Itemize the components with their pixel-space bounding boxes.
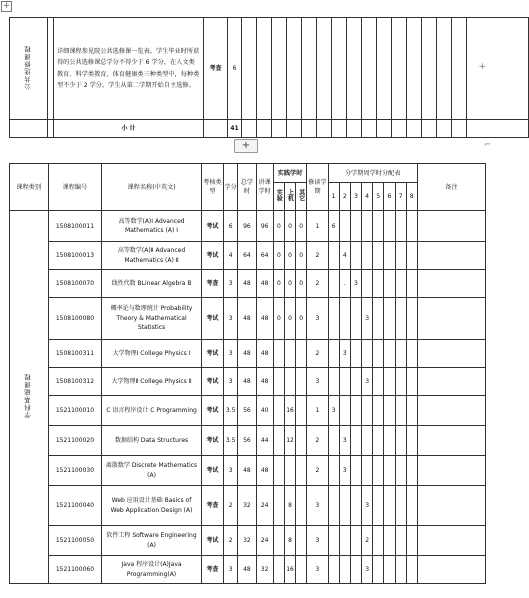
semester-6 — [384, 456, 395, 486]
course-code: 1521100020 — [48, 426, 102, 456]
semester-2 — [339, 368, 350, 396]
semester-6 — [384, 340, 395, 368]
semester-1 — [328, 486, 339, 526]
practice-exp: 0 — [273, 242, 284, 270]
exam-type: 考试 — [201, 456, 223, 486]
semester-4 — [362, 456, 373, 486]
exam-type-cell: 考查 — [204, 18, 228, 120]
practice-other — [296, 526, 307, 556]
remarks-cell — [417, 270, 485, 298]
semester-3 — [350, 426, 361, 456]
subtotal-value: 41 — [228, 120, 242, 138]
remarks-cell — [417, 486, 485, 526]
total-hours: 56 — [238, 426, 256, 456]
semester-3 — [350, 368, 361, 396]
table-row — [10, 368, 486, 396]
practice-exp — [273, 526, 284, 556]
header-semester-5: 5 — [373, 183, 384, 211]
course-code: 1521100060 — [48, 556, 102, 584]
practice-comp: 8 — [284, 486, 295, 526]
practice-other — [296, 368, 307, 396]
add-row-button[interactable]: + — [234, 139, 258, 153]
semester-8 — [406, 242, 417, 270]
semester-5 — [373, 211, 384, 242]
semester-4: 3 — [362, 486, 373, 526]
header-practice-comp: 上机 — [284, 183, 295, 211]
credits: 4 — [224, 242, 238, 270]
table-row — [10, 526, 486, 556]
course-code: 1508100013 — [48, 242, 102, 270]
semester-5 — [373, 486, 384, 526]
semester-7 — [395, 486, 406, 526]
semester-6 — [384, 270, 395, 298]
credits: 3 — [224, 298, 238, 340]
credits: 2 — [224, 486, 238, 526]
semester-8 — [406, 486, 417, 526]
semester-7 — [395, 242, 406, 270]
header-semester-4: 4 — [362, 183, 373, 211]
total-hours: 32 — [238, 486, 256, 526]
semester-3 — [350, 556, 361, 584]
term: 2 — [307, 340, 328, 368]
practice-exp — [273, 396, 284, 426]
column-resize-handle-icon[interactable]: + — [478, 62, 486, 72]
practice-other: 0 — [296, 298, 307, 340]
course-code: 1521100030 — [48, 456, 102, 486]
exam-type: 考查 — [201, 556, 223, 584]
practice-comp: 0 — [284, 211, 295, 242]
practice-exp — [273, 368, 284, 396]
term: 2 — [307, 270, 328, 298]
semester-4: 3 — [362, 368, 373, 396]
semester-2 — [339, 396, 350, 426]
practice-exp — [273, 456, 284, 486]
practice-comp: 0 — [284, 298, 295, 340]
practice-exp — [273, 486, 284, 526]
table-row — [10, 298, 486, 340]
credits: 3 — [224, 456, 238, 486]
semester-6 — [384, 426, 395, 456]
semester-2 — [339, 211, 350, 242]
course-code: 1508100080 — [48, 298, 102, 340]
elective-note: 详细课程参见院公共选修课一览表。学生毕业时所获得的公共选修课总学分不得少于 6 学分，在人文类教育、科学类教育、体育健康类三种类型中，每种类型不少于 2 学分。学生从第二学期开始自主选修。 — [54, 18, 204, 120]
semester-7 — [395, 340, 406, 368]
semester-2: 3 — [339, 456, 350, 486]
semester-3: 3 — [350, 270, 361, 298]
semester-1 — [328, 340, 339, 368]
practice-other — [296, 556, 307, 584]
semester-6 — [384, 526, 395, 556]
semester-5 — [373, 270, 384, 298]
term: 1 — [307, 211, 328, 242]
semester-3 — [350, 242, 361, 270]
total-hours: 48 — [238, 270, 256, 298]
remarks-cell — [417, 396, 485, 426]
credits-cell: 6 — [228, 18, 242, 120]
remarks-cell — [417, 340, 485, 368]
header-semester-8: 8 — [406, 183, 417, 211]
remarks-cell — [417, 526, 485, 556]
semester-2 — [339, 486, 350, 526]
remarks-cell — [417, 211, 485, 242]
course-code: 1508100011 — [48, 211, 102, 242]
semester-8 — [406, 211, 417, 242]
table-row — [10, 211, 486, 242]
semester-7 — [395, 396, 406, 426]
exam-type: 考查 — [201, 486, 223, 526]
semester-6 — [384, 242, 395, 270]
semester-5 — [373, 340, 384, 368]
exam-type: 考试 — [201, 426, 223, 456]
semester-6 — [384, 211, 395, 242]
semester-1 — [328, 456, 339, 486]
term: 2 — [307, 456, 328, 486]
credits: 2 — [224, 526, 238, 556]
subtotal-row — [10, 120, 529, 138]
course-code: 1508100070 — [48, 270, 102, 298]
course-code: 1521100040 — [48, 486, 102, 526]
remarks-cell — [417, 426, 485, 456]
course-name: 概率论与数理统计 Probability Theory & Mathematical Statistics — [102, 298, 201, 340]
semester-2 — [339, 556, 350, 584]
practice-exp: 0 — [273, 298, 284, 340]
semester-4: 3 — [362, 298, 373, 340]
semester-1 — [328, 526, 339, 556]
credits: 3 — [224, 340, 238, 368]
lecture-hours: 32 — [256, 556, 273, 584]
semester-4 — [362, 242, 373, 270]
practice-comp: 0 — [284, 270, 295, 298]
semester-7 — [395, 426, 406, 456]
semester-8 — [406, 368, 417, 396]
header-practice-other: 其它 — [296, 183, 307, 211]
total-hours: 48 — [238, 298, 256, 340]
course-name: Java 程序设计(A)Java Programming(A) — [102, 556, 201, 584]
exam-type: 考试 — [201, 368, 223, 396]
elective-courses-table — [9, 17, 529, 138]
total-hours: 48 — [238, 456, 256, 486]
semester-6 — [384, 368, 395, 396]
practice-other — [296, 396, 307, 426]
practice-exp — [273, 426, 284, 456]
practice-comp — [284, 368, 295, 396]
category-label: 公共选修课程 — [24, 44, 32, 90]
practice-other — [296, 426, 307, 456]
practice-other: 0 — [296, 242, 307, 270]
exam-type: 考试 — [201, 526, 223, 556]
lecture-hours: 24 — [256, 526, 273, 556]
remarks-cell — [417, 556, 485, 584]
semester-6 — [384, 556, 395, 584]
semester-1 — [328, 426, 339, 456]
total-hours: 96 — [238, 211, 256, 242]
practice-exp: 0 — [273, 211, 284, 242]
practice-comp: 16 — [284, 396, 295, 426]
semester-7 — [395, 526, 406, 556]
semester-6 — [384, 298, 395, 340]
total-hours: 48 — [238, 556, 256, 584]
semester-4: 2 — [362, 526, 373, 556]
total-hours: 56 — [238, 396, 256, 426]
semester-5 — [373, 368, 384, 396]
elective-row — [10, 18, 529, 120]
total-hours: 48 — [238, 368, 256, 396]
course-name: 大学物理Ⅱ College Physics Ⅱ — [102, 368, 201, 396]
subtotal-label: 小 计 — [54, 120, 204, 138]
semester-1 — [328, 556, 339, 584]
table-row — [10, 340, 486, 368]
semester-7 — [395, 211, 406, 242]
header-remarks: 备注 — [417, 164, 485, 211]
lecture-hours: 48 — [256, 456, 273, 486]
practice-other — [296, 456, 307, 486]
term: 3 — [307, 368, 328, 396]
semester-2 — [339, 526, 350, 556]
semester-3 — [350, 486, 361, 526]
lecture-hours: 24 — [256, 486, 273, 526]
semester-3 — [350, 298, 361, 340]
lecture-hours: 48 — [256, 270, 273, 298]
course-plan-table — [9, 163, 486, 584]
remarks-cell — [417, 298, 485, 340]
semester-3 — [350, 456, 361, 486]
table-row — [10, 396, 486, 426]
course-name: 高等数学(A)Ⅱ Advanced Mathematics (A) Ⅱ — [102, 242, 201, 270]
semester-4: 3 — [362, 556, 373, 584]
course-code: 1521100050 — [48, 526, 102, 556]
course-name: 高等数学(A)Ⅰ Advanced Mathematics (A) Ⅰ — [102, 211, 201, 242]
course-name: 软件工程 Software Engineering (A) — [102, 526, 201, 556]
credits: 3 — [224, 368, 238, 396]
course-code: 1521100010 — [48, 396, 102, 426]
practice-exp: 0 — [273, 270, 284, 298]
term: 3 — [307, 526, 328, 556]
semester-5 — [373, 242, 384, 270]
header-term: 修读学期 — [307, 164, 328, 211]
exam-type: 考试 — [201, 340, 223, 368]
semester-2: . — [339, 270, 350, 298]
category-cell — [10, 18, 48, 120]
category-label: 学科基础课程 — [24, 373, 33, 418]
resize-corner-icon[interactable]: ⌐ — [484, 140, 491, 149]
course-name: C 语言程序设计 C Programming — [102, 396, 201, 426]
semester-3 — [350, 396, 361, 426]
semester-8 — [406, 270, 417, 298]
total-hours: 64 — [238, 242, 256, 270]
semester-2: 4 — [339, 242, 350, 270]
semester-5 — [373, 298, 384, 340]
practice-other: 0 — [296, 270, 307, 298]
header-semester-3: 3 — [350, 183, 361, 211]
table-row — [10, 456, 486, 486]
practice-exp — [273, 556, 284, 584]
table-row — [10, 486, 486, 526]
header-exam-type: 考核类型 — [201, 164, 223, 211]
exam-type: 考查 — [201, 270, 223, 298]
header-semester-7: 7 — [395, 183, 406, 211]
credits: 3.5 — [224, 426, 238, 456]
header-semester-2: 2 — [339, 183, 350, 211]
lecture-hours: 96 — [256, 211, 273, 242]
semester-8 — [406, 526, 417, 556]
semester-5 — [373, 426, 384, 456]
term: 2 — [307, 426, 328, 456]
move-handle-icon[interactable]: + — [2, 1, 11, 11]
semester-3 — [350, 526, 361, 556]
semester-8 — [406, 340, 417, 368]
semester-5 — [373, 556, 384, 584]
remarks-cell — [417, 242, 485, 270]
semester-8 — [406, 556, 417, 584]
practice-comp — [284, 340, 295, 368]
lecture-hours: 48 — [256, 340, 273, 368]
lecture-hours: 64 — [256, 242, 273, 270]
semester-6 — [384, 486, 395, 526]
practice-other: 0 — [296, 211, 307, 242]
course-name: Web 应用设计基础 Basics of Web Application Design (A) — [102, 486, 201, 526]
term: 2 — [307, 242, 328, 270]
course-code: 1508100312 — [48, 368, 102, 396]
semester-7 — [395, 456, 406, 486]
total-hours: 48 — [238, 340, 256, 368]
semester-4 — [362, 211, 373, 242]
credits: 3 — [224, 270, 238, 298]
semester-7 — [395, 298, 406, 340]
course-code: 1508100311 — [48, 340, 102, 368]
semester-8 — [406, 396, 417, 426]
semester-6 — [384, 396, 395, 426]
practice-comp: 12 — [284, 426, 295, 456]
exam-type: 考试 — [201, 211, 223, 242]
term: 3 — [307, 556, 328, 584]
lecture-hours: 44 — [256, 426, 273, 456]
semester-4 — [362, 426, 373, 456]
table-row — [10, 242, 486, 270]
semester-3 — [350, 211, 361, 242]
semester-3 — [350, 340, 361, 368]
term: 3 — [307, 298, 328, 340]
table-row — [10, 556, 486, 584]
practice-comp — [284, 456, 295, 486]
practice-comp: 0 — [284, 242, 295, 270]
table-row — [10, 270, 486, 298]
course-name: 线性代数 BLinear Algebra B — [102, 270, 201, 298]
lecture-hours: 48 — [256, 298, 273, 340]
course-name: 离散数学 Discrete Mathematics (A) — [102, 456, 201, 486]
term: 3 — [307, 486, 328, 526]
header-semester-1: 1 — [328, 183, 339, 211]
semester-2: 3 — [339, 426, 350, 456]
header-category: 课程类别 — [10, 164, 49, 211]
semester-2 — [339, 298, 350, 340]
header-lecture-hours: 讲课学时 — [256, 164, 273, 211]
semester-5 — [373, 396, 384, 426]
header-row-1 — [10, 164, 486, 183]
semester-5 — [373, 526, 384, 556]
practice-comp: 16 — [284, 556, 295, 584]
semester-1 — [328, 270, 339, 298]
lecture-hours: 48 — [256, 368, 273, 396]
semester-4 — [362, 270, 373, 298]
practice-exp — [273, 340, 284, 368]
header-credits: 学分 — [224, 164, 238, 211]
total-hours: 32 — [238, 526, 256, 556]
semester-1 — [328, 298, 339, 340]
semester-1 — [328, 368, 339, 396]
header-code: 课程编号 — [48, 164, 102, 211]
header-name: 课程名称(中英文) — [102, 164, 201, 211]
header-semester-distribution: 分学期周学时分配表 — [328, 164, 417, 183]
header-total-hours: 总学时 — [238, 164, 256, 211]
semester-1: 3 — [328, 396, 339, 426]
semester-7 — [395, 556, 406, 584]
semester-4 — [362, 340, 373, 368]
category-cell — [10, 211, 49, 584]
course-name: 大学物理Ⅰ College Physics Ⅰ — [102, 340, 201, 368]
practice-other — [296, 486, 307, 526]
semester-2: 3 — [339, 340, 350, 368]
remarks-cell — [417, 368, 485, 396]
semester-8 — [406, 426, 417, 456]
practice-comp: 8 — [284, 526, 295, 556]
semester-7 — [395, 270, 406, 298]
semester-8 — [406, 298, 417, 340]
table-row — [10, 426, 486, 456]
semester-8 — [406, 456, 417, 486]
credits: 3.5 — [224, 396, 238, 426]
credits: 6 — [224, 211, 238, 242]
semester-7 — [395, 368, 406, 396]
credits: 3 — [224, 556, 238, 584]
semester-1 — [328, 242, 339, 270]
exam-type: 考试 — [201, 396, 223, 426]
remarks-cell — [417, 456, 485, 486]
course-name: 数据结构 Data Structures — [102, 426, 201, 456]
lecture-hours: 40 — [256, 396, 273, 426]
semester-1: 6 — [328, 211, 339, 242]
header-practice-exp: 实验 — [273, 183, 284, 211]
semester-5 — [373, 456, 384, 486]
term: 1 — [307, 396, 328, 426]
exam-type: 考试 — [201, 298, 223, 340]
semester-4 — [362, 396, 373, 426]
practice-other — [296, 340, 307, 368]
exam-type: 考试 — [201, 242, 223, 270]
header-practice-hours: 实践学时 — [273, 164, 306, 183]
header-semester-6: 6 — [384, 183, 395, 211]
